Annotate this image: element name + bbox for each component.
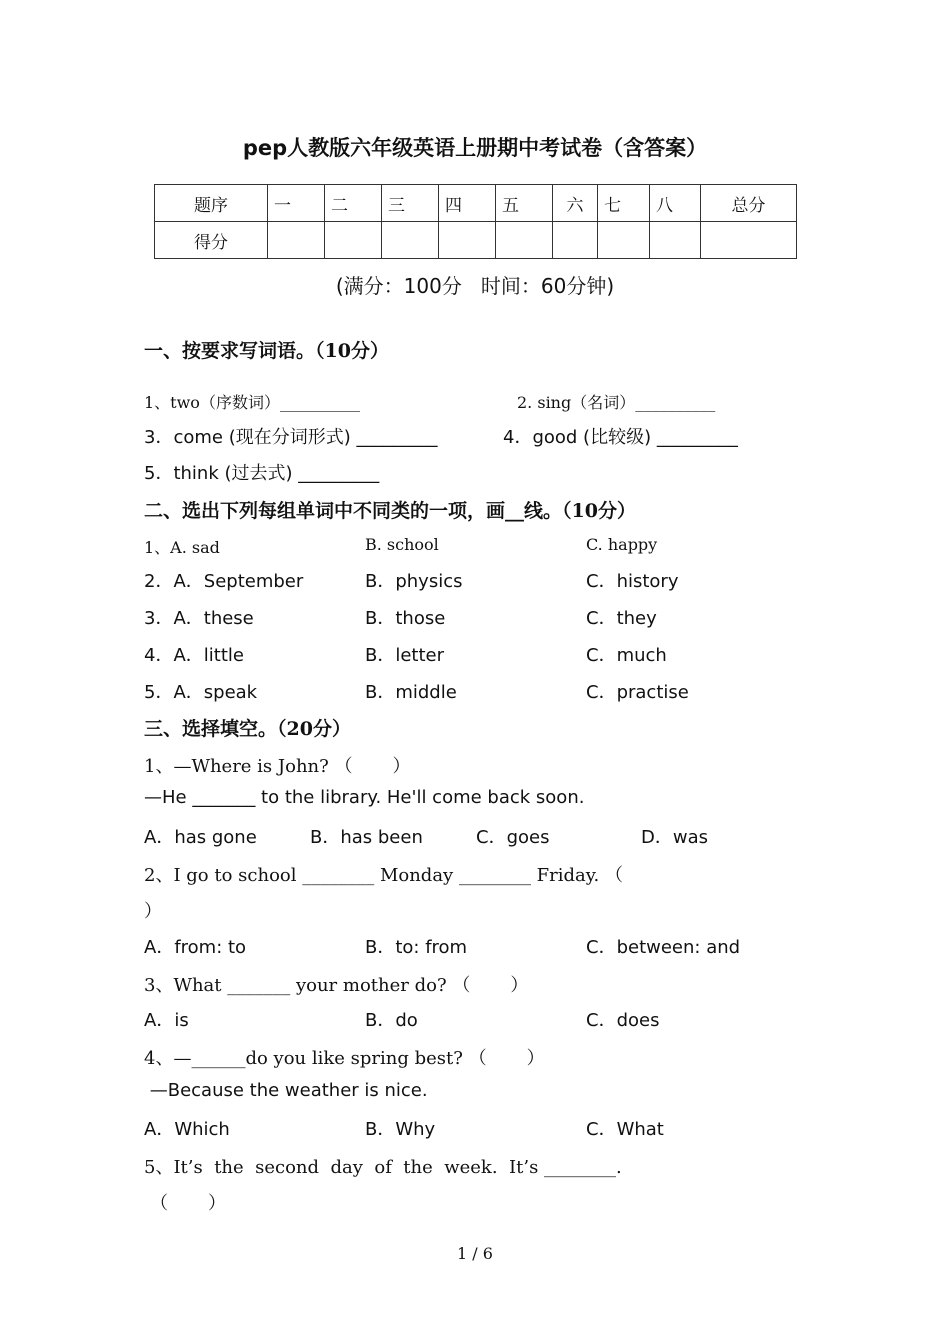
option-text: 5．A．speak	[144, 682, 258, 703]
question-text: 3、What _______ your mother do? （ ）	[144, 975, 529, 996]
option-text: D．was	[641, 827, 708, 848]
question-text: 2. sing（名词）__________	[517, 393, 716, 412]
option-text: A．from: to	[144, 937, 247, 958]
option-text: C．they	[586, 608, 657, 629]
page-title: pep人教版六年级英语上册期中考试卷（含答案）	[242, 136, 708, 160]
question-text: 2、I go to school ________ Monday ________ Friday. （	[144, 865, 623, 886]
score-row-label: 得分	[155, 222, 268, 259]
score-cell[interactable]	[325, 222, 382, 259]
option-text: B. school	[365, 535, 439, 554]
score-header-cell: 题序	[155, 185, 268, 222]
section-2-heading: 二、选出下列每组单词中不同类的一项，画__线。（10分）	[144, 500, 636, 522]
score-header-cell: 四	[439, 185, 496, 222]
score-cell[interactable]	[382, 222, 439, 259]
page-number: 1 / 6	[457, 1244, 493, 1263]
section-1-heading: 一、按要求写词语。（10分）	[144, 340, 389, 362]
score-cell[interactable]	[598, 222, 650, 259]
option-text: C．between: and	[586, 937, 741, 958]
question-text: —Because the weather is nice.	[144, 1080, 428, 1101]
exam-info: (满分：100分 时间：60分钟)	[335, 274, 615, 298]
option-text: 2．A．September	[144, 571, 304, 592]
option-text: A．is	[144, 1010, 189, 1031]
score-cell[interactable]	[496, 222, 553, 259]
option-text: A．Which	[144, 1119, 230, 1140]
option-text: C．much	[586, 645, 667, 666]
score-table-score-row	[155, 222, 797, 259]
question-text: （ ）	[150, 1193, 227, 1214]
question-text: ）	[144, 901, 162, 922]
option-text: C．practise	[586, 682, 689, 703]
option-text: C．does	[586, 1010, 660, 1031]
score-header-cell: 二	[325, 185, 382, 222]
score-header-cell: 八	[650, 185, 701, 222]
option-text: C．history	[586, 571, 679, 592]
question-text: 5．think (过去式) _________	[144, 463, 380, 484]
score-cell[interactable]	[268, 222, 325, 259]
question-text: 1、—Where is John? （ ）	[144, 756, 411, 777]
option-text: C．What	[586, 1119, 664, 1140]
question-text: —He _______ to the library. He'll come back soon.	[144, 787, 585, 808]
option-text: A．has gone	[144, 827, 257, 848]
question-text: 4．good (比较级) _________	[503, 427, 738, 448]
score-header-cell: 一	[268, 185, 325, 222]
option-text: B．letter	[365, 645, 445, 666]
option-text: 1、A. sad	[144, 538, 220, 557]
option-text: B．do	[365, 1010, 418, 1031]
option-text: B．to: from	[365, 937, 468, 958]
question-text: 1、two（序数词）__________	[144, 393, 360, 412]
option-text: B．Why	[365, 1119, 436, 1140]
option-text: 4．A．little	[144, 645, 244, 666]
score-header-cell: 总分	[701, 185, 797, 222]
score-table-header-row	[155, 185, 797, 222]
option-text: B．middle	[365, 682, 457, 703]
score-header-cell: 五	[496, 185, 553, 222]
score-cell[interactable]	[439, 222, 496, 259]
score-table	[154, 184, 797, 259]
option-text: B．physics	[365, 571, 463, 592]
score-cell[interactable]	[553, 222, 598, 259]
question-text: 3．come (现在分词形式) _________	[144, 427, 438, 448]
score-header-cell: 六	[553, 185, 598, 222]
option-text: B．those	[365, 608, 446, 629]
score-header-cell: 三	[382, 185, 439, 222]
score-cell[interactable]	[650, 222, 701, 259]
score-header-cell: 七	[598, 185, 650, 222]
option-text: C. happy	[586, 535, 658, 554]
question-text: 5、It’s the second day of the week. It’s ________.	[144, 1157, 622, 1178]
option-text: 3．A．these	[144, 608, 254, 629]
option-text: B．has been	[310, 827, 423, 848]
question-text: 4、—______do you like spring best? （ ）	[144, 1048, 545, 1069]
section-3-heading: 三、选择填空。（20分）	[144, 718, 351, 740]
score-cell[interactable]	[701, 222, 797, 259]
option-text: C．goes	[476, 827, 550, 848]
